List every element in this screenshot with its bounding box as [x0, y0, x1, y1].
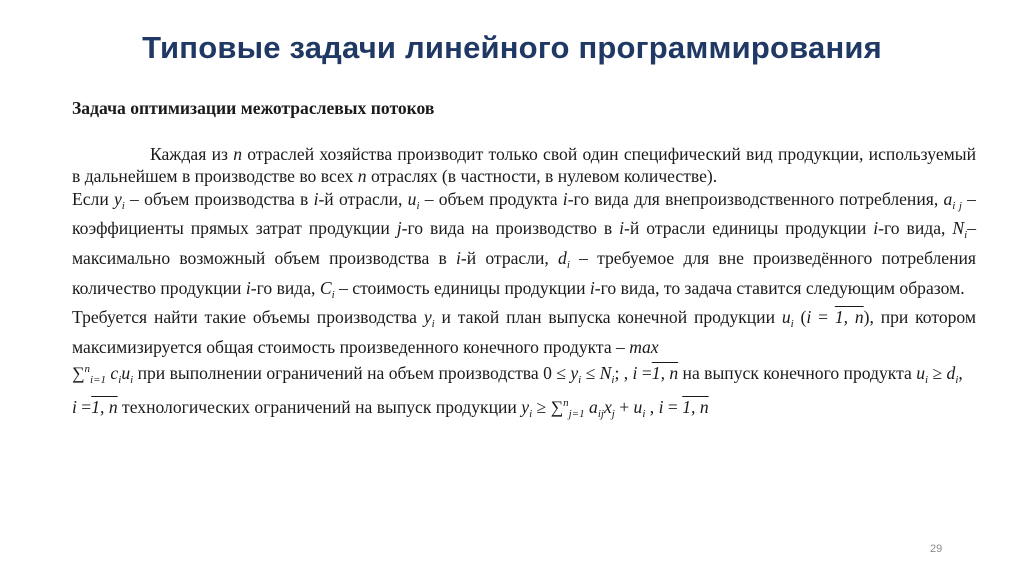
paragraph-intro: Каждая из n отраслей хозяйства производит только свой один специфический вид продукции, используемый в дальнейшем в производстве во всех n отраслях (в частности, в нулевом количестве). [72, 143, 976, 187]
page-number: 29 [930, 543, 943, 555]
slide-body [72, 97, 976, 426]
paragraph-problem: Требуется найти такие объемы производства $y_i$ и такой план выпуска конечной продукции $u_i$ (i = 1, n), при котором максимизируется общая стоимость произведенного конечного продукта – max ∑$^n_{i=1}$ $c_iu_i$ при выполнении ограничений на объем производства $0 \le y_i \le N_i$; , i =1, n на выпуск конечного продукта $u_i \ge d_i$, i =1, n технологических ограничений на выпуск продукции $y_i \ge \sum^n_{j=1}$ $a_{ij}x_j + u_i$ , i = 1, n [72, 307, 977, 420]
slide-title: Типовые задачи линейного программирования [142, 30, 882, 65]
section-subtitle: Задача оптимизации межотраслевых потоков [72, 98, 435, 118]
paragraph-definitions: Если $y_i$ – объем производства в i-й отрасли, $u_i$ – объем продукта i-го вида для внепроизводственного потребления, $a_{i j}$ – коэффициенты прямых затрат продукции j-го вида на производство в i-й отрасли единицы продукции i-го вида, $N_i-$ максимально возможный объем производства в i-й отрасли, $d_i$ – требуемое для вне произведённого потребления количество продукции i-го вида, $C_i$ – стоимость единицы продукции i-го вида, то задача ставится следующим образом. [72, 188, 976, 301]
sum-symbol: ∑ [72, 363, 85, 384]
sum-symbol-2: ∑ [550, 396, 564, 417]
